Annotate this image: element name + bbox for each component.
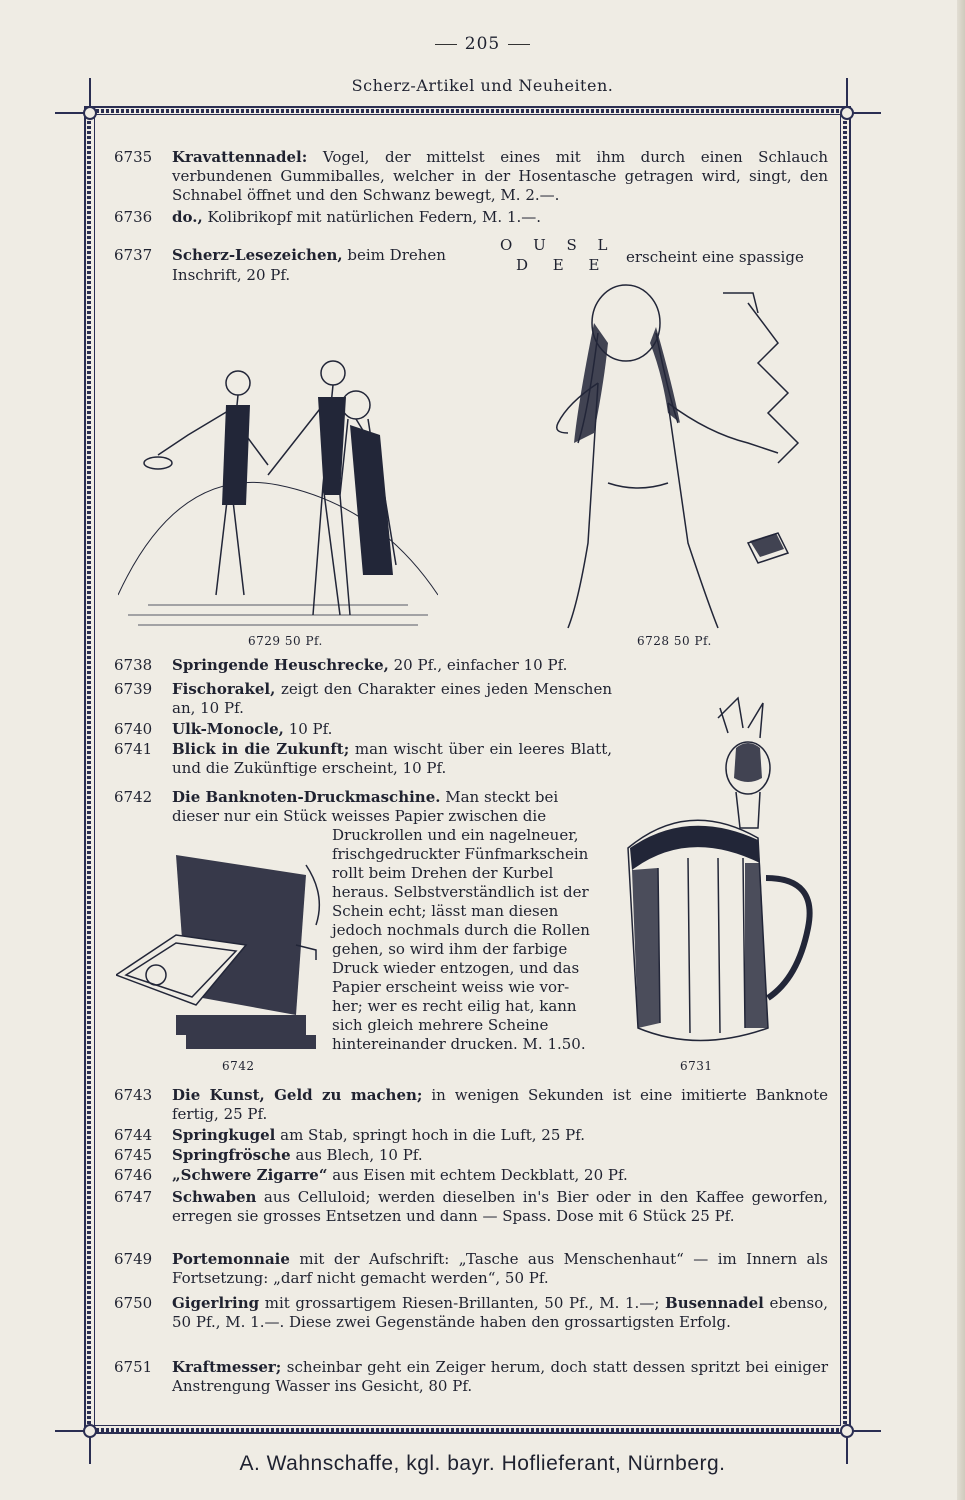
entry-text: scheinbar geht ein Zeiger herum, doch statt dessen spritzt bei einiger Anstrengung Wasser ins Gesicht, 80 Pf. [172, 1358, 828, 1395]
frame-arm-right-bottom [851, 1430, 881, 1432]
frame-arm-right-top [851, 112, 881, 114]
column-line: Druckrollen und ein nagelneuer, [332, 826, 579, 844]
entry-name: Scherz-Lesezeichen, [172, 246, 343, 264]
entry-number: 6747 [114, 1188, 153, 1206]
entry-6749 [114, 1250, 828, 1288]
entry-text: in wenigen Sekunden ist eine imitierte Banknote fertig, 25 Pf. [172, 1086, 828, 1123]
bookmark-letters-top: O U S L [500, 236, 616, 254]
frame-border-right [843, 116, 847, 1424]
entry-column [332, 826, 612, 1054]
column-line: hintereinander drucken. M. 1.50. [332, 1035, 586, 1053]
illustration-banknote-press [116, 835, 326, 1055]
entry-6750 [114, 1294, 828, 1332]
illustration-girl-with-paper [538, 283, 838, 633]
entry-name: Springfrösche [172, 1146, 291, 1164]
entry-name: Portemonnaie [172, 1250, 290, 1268]
entry-number: 6746 [114, 1166, 153, 1184]
entry-text: aus Blech, 10 Pf. [290, 1146, 423, 1164]
entry-number: 6743 [114, 1086, 153, 1104]
entry-text: aus Celluloid; werden dieselben in's Bier oder in den Kaffee geworfen, erregen sie grosses Entsetzen und dann — Spass. Dose mit 6 Stück 25 Pf. [172, 1188, 828, 1225]
caption-6729: 6729 50 Pf. [248, 634, 323, 648]
entry-text-after: erscheint eine spassige [626, 248, 804, 266]
column-line: rollt beim Drehen der Kurbel [332, 864, 554, 882]
illustration-devil-beer-stein [618, 688, 838, 1058]
entry-number: 6736 [114, 208, 153, 226]
entry-6737 [114, 236, 828, 286]
entry-number: 6739 [114, 680, 153, 698]
entry-name: Die Kunst, Geld zu machen; [172, 1086, 423, 1104]
entry-6743 [114, 1086, 828, 1124]
entry-name: Gigerlring [172, 1294, 260, 1312]
entry-name: Kravattennadel: [172, 148, 308, 166]
frame-corner [840, 106, 854, 120]
entry-text: zeigt den Charakter eines jeden Menschen an, 10 Pf. [172, 680, 612, 717]
entry-text: am Stab, springt hoch in die Luft, 25 Pf. [275, 1126, 586, 1144]
frame-corner [840, 1424, 854, 1438]
entry-text: Man steckt bei [440, 788, 559, 806]
entry-6746 [114, 1166, 828, 1185]
entry-name: Fischorakel, [172, 680, 276, 698]
entry-number: 6742 [114, 788, 153, 806]
entry-6751 [114, 1358, 828, 1396]
column-line: her; wer es recht eilig hat, kann [332, 997, 577, 1015]
caption-6742: 6742 [222, 1059, 255, 1073]
frame-corner [83, 106, 97, 120]
column-line: Schein echt; lässt man diesen [332, 902, 559, 920]
entry-name: Die Banknoten-Druckmaschine. [172, 788, 441, 806]
entry-text: 10 Pf. [283, 720, 333, 738]
entry-text: Vogel, der mittelst eines mit ihm durch einen Schlauch verbundenen Gummiballes, welcher in der Hosentasche getragen wird, singt, den Schnabel öffnet und den Schwanz bewegt, M. 2.—. [172, 148, 828, 204]
column-line: sich gleich mehrere Scheine [332, 1016, 549, 1034]
column-line: Papier erscheint weiss wie vor- [332, 978, 570, 996]
entry-name: do., [172, 208, 203, 226]
entry-6745 [114, 1146, 828, 1165]
page-number: 205 [0, 34, 965, 54]
entry-text: aus Eisen mit echtem Deckblatt, 20 Pf. [327, 1166, 628, 1184]
entry-text: 20 Pf., einfacher 10 Pf. [388, 656, 568, 674]
entry-text-2: ebenso, 50 Pf., M. 1.—. Diese zwei Gegenstände haben den grossartigsten Erfolg. [172, 1294, 828, 1331]
column-line: gehen, so wird ihm der farbige [332, 940, 568, 958]
page-edge [957, 0, 965, 1500]
frame-arm-top-right [846, 78, 848, 108]
column-line: Druck wieder entzogen, und das [332, 959, 580, 977]
entry-text: man wischt über ein leeres Blatt, und die Zukünftige erscheint, 10 Pf. [172, 740, 612, 777]
entry-number: 6751 [114, 1358, 153, 1376]
entry-number: 6745 [114, 1146, 153, 1164]
entry-number: 6750 [114, 1294, 153, 1312]
entry-number: 6738 [114, 656, 153, 674]
entry-6747 [114, 1188, 828, 1226]
frame-arm-left-top [55, 112, 85, 114]
frame-border-bottom [96, 1428, 839, 1432]
entry-number: 6737 [114, 246, 153, 264]
entry-6736 [114, 208, 828, 227]
column-line: jedoch nochmals durch die Rollen [332, 921, 590, 939]
entry-name: Ulk-Monocle, [172, 720, 284, 738]
entry-name: Schwaben [172, 1188, 257, 1206]
footer-publisher: A. Wahnschaffe, kgl. bayr. Hoflieferant, Nürnberg. [239, 1452, 726, 1475]
entry-6738 [114, 656, 828, 675]
frame-arm-top-left [89, 78, 91, 108]
entry-name-2: Busennadel [665, 1294, 764, 1312]
entry-number: 6740 [114, 720, 153, 738]
frame-border-top [96, 109, 839, 113]
illustration-monocle-men [118, 345, 438, 635]
entry-text: mit der Aufschrift: „Tasche aus Menschenhaut“ — im Innern als Fortsetzung: „darf nicht gemacht werden“, 50 Pf. [172, 1250, 828, 1287]
entry-text-line2: dieser nur ein Stück weisses Papier zwischen die [172, 807, 547, 825]
entry-6735 [114, 148, 828, 205]
entry-text-line2: Inschrift, 20 Pf. [172, 266, 291, 284]
caption-6731: 6731 [680, 1059, 713, 1073]
page-title: Scherz-Artikel und Neuheiten. [351, 76, 614, 95]
entry-number: 6749 [114, 1250, 153, 1268]
entry-name: Kraftmesser; [172, 1358, 282, 1376]
frame-border-left [87, 116, 91, 1424]
entry-6744 [114, 1126, 828, 1145]
column-line: heraus. Selbstverständlich ist der [332, 883, 589, 901]
entry-number: 6735 [114, 148, 153, 166]
entry-text: beim Drehen [342, 246, 446, 264]
frame-arm-left-bottom [55, 1430, 85, 1432]
frame-corner [83, 1424, 97, 1438]
entry-number: 6741 [114, 740, 153, 758]
entry-number: 6744 [114, 1126, 153, 1144]
entry-name: Springkugel [172, 1126, 276, 1144]
bookmark-letters-bottom: D E E [516, 256, 610, 274]
entry-name: Springende Heuschrecke, [172, 656, 389, 674]
column-line: frischgedruckter Fünfmarkschein [332, 845, 589, 863]
entry-text: mit grossartigem Riesen-Brillanten, 50 Pf., M. 1.—; [259, 1294, 660, 1312]
entry-name: Blick in die Zukunft; [172, 740, 350, 758]
entry-text: Kolibrikopf mit natürlichen Federn, M. 1.—. [202, 208, 542, 226]
entry-name: „Schwere Zigarre“ [172, 1166, 328, 1184]
caption-6728: 6728 50 Pf. [637, 634, 712, 648]
